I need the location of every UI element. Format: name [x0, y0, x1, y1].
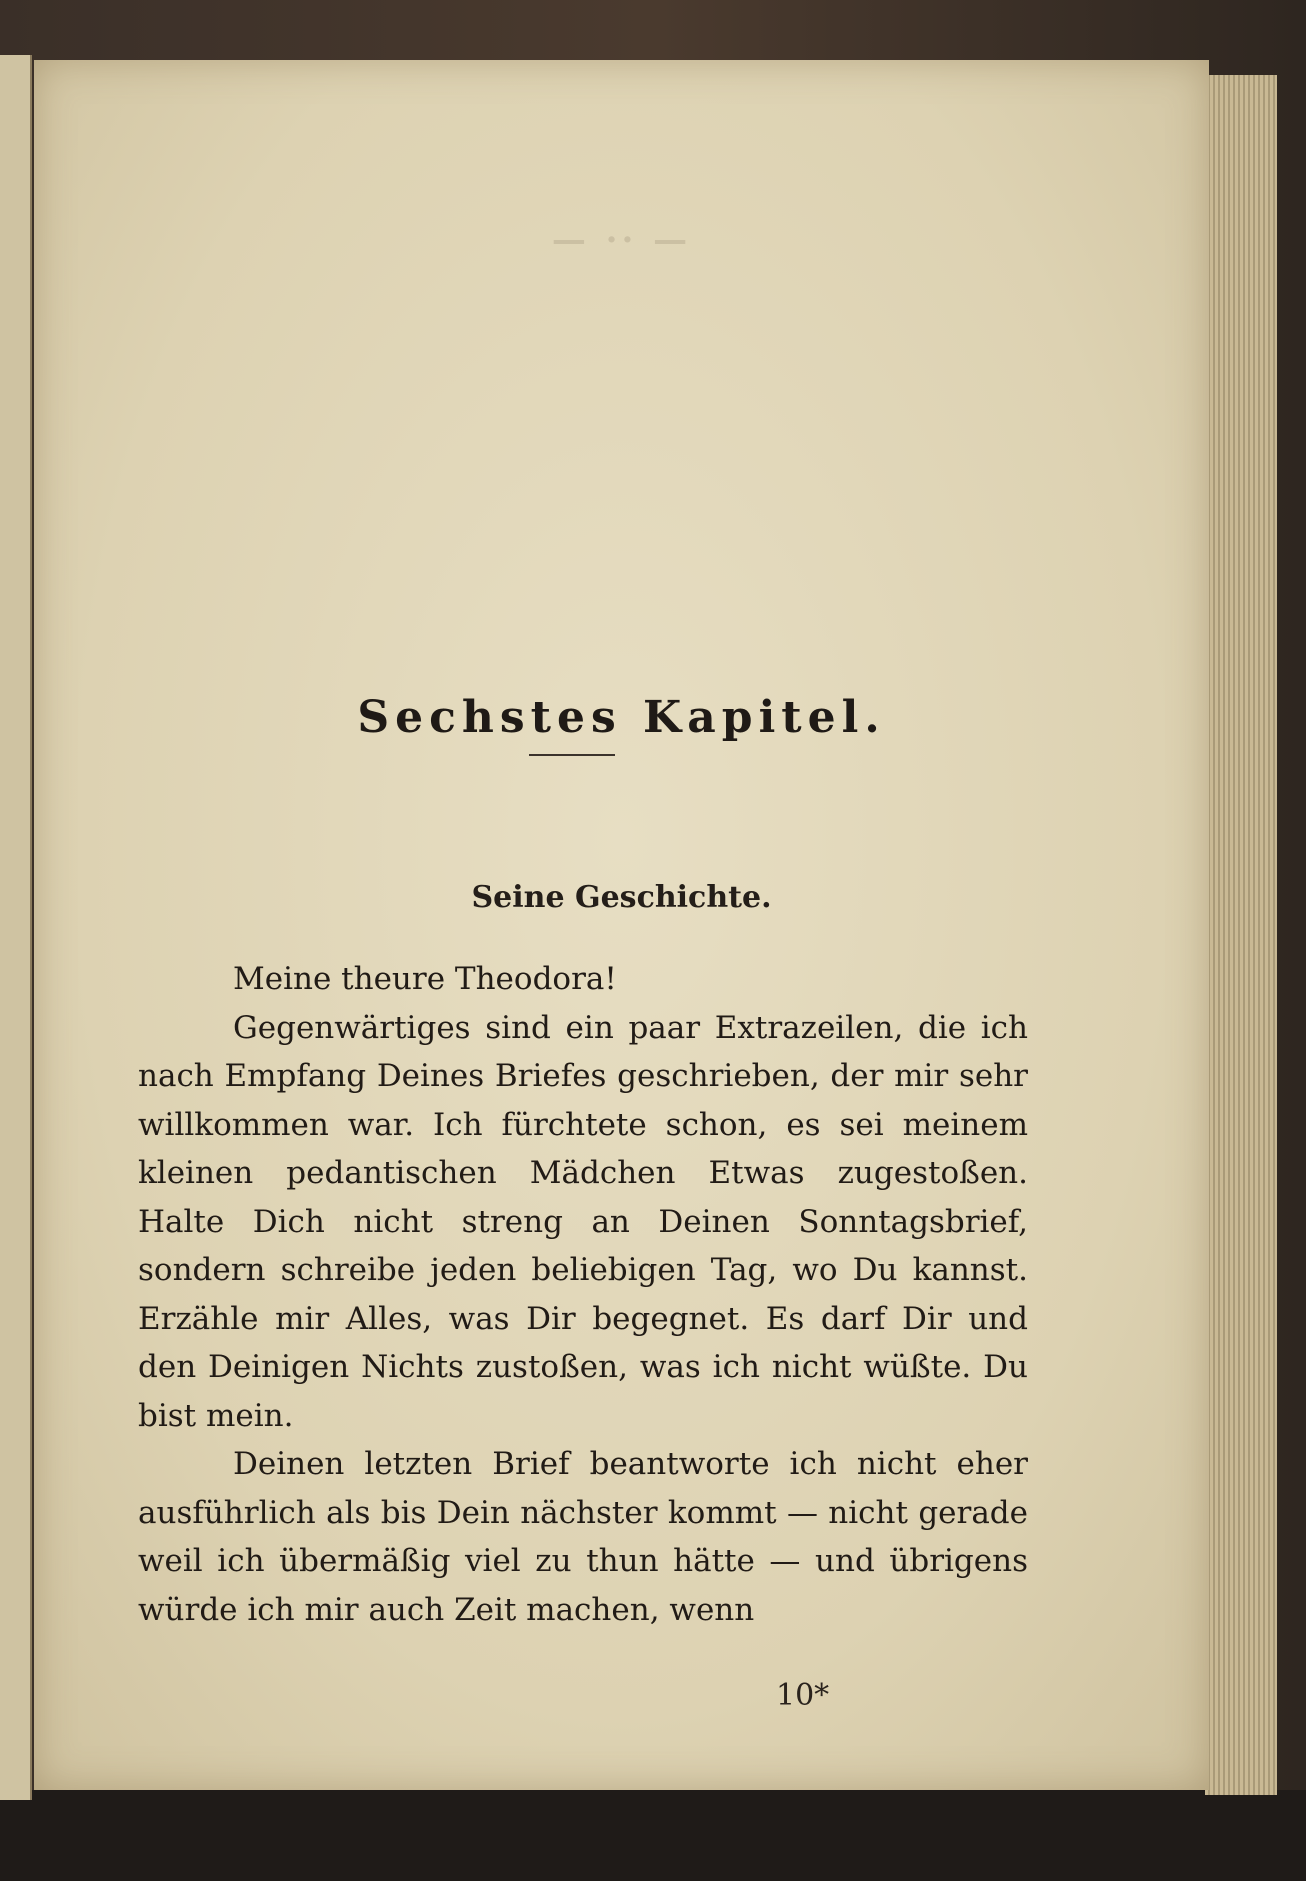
salutation: Meine theure Theodora!	[233, 961, 617, 997]
left-page-edge	[0, 55, 32, 1800]
paragraph-1: Gegenwärtiges sind ein paar Extrazeilen, die ich nach Empfang Deines Briefes geschrieben, der mir sehr willkommen war. Ich fürchtete schon, es sei meinem kleinen pedantischen Mädchen Etwas zugestoßen. Halte Dich nicht streng an Deinen Sonntagsbrief, sondern schreibe jeden beliebigen Tag, wo Du kannst. Erzähle mir Alles, was Dir begegnet. Es darf Dir und den Deinigen Nichts zustoßen, was ich nicht wüßte. Du bist mein.	[138, 1009, 1028, 1434]
book-page	[34, 60, 1209, 1790]
paragraph-2: Deinen letzten Brief beantworte ich nicht eher ausführlich als bis Dein nächster kommt — nicht gerade weil ich übermäßig viel zu thun hätte — und übrigens würde ich mir auch Zeit machen, wenn	[138, 1446, 1028, 1628]
section-subtitle: Seine Geschichte.	[471, 880, 772, 915]
body-text	[138, 955, 1028, 1634]
chapter-title: Sechstes Kapitel.	[357, 692, 886, 743]
title-rule	[529, 754, 615, 756]
page-stack-edge	[1205, 75, 1277, 1795]
show-through-header: — ·· —	[551, 220, 692, 260]
book-cover-bottom	[0, 1790, 1306, 1881]
signature-mark: 10*	[776, 1678, 830, 1713]
